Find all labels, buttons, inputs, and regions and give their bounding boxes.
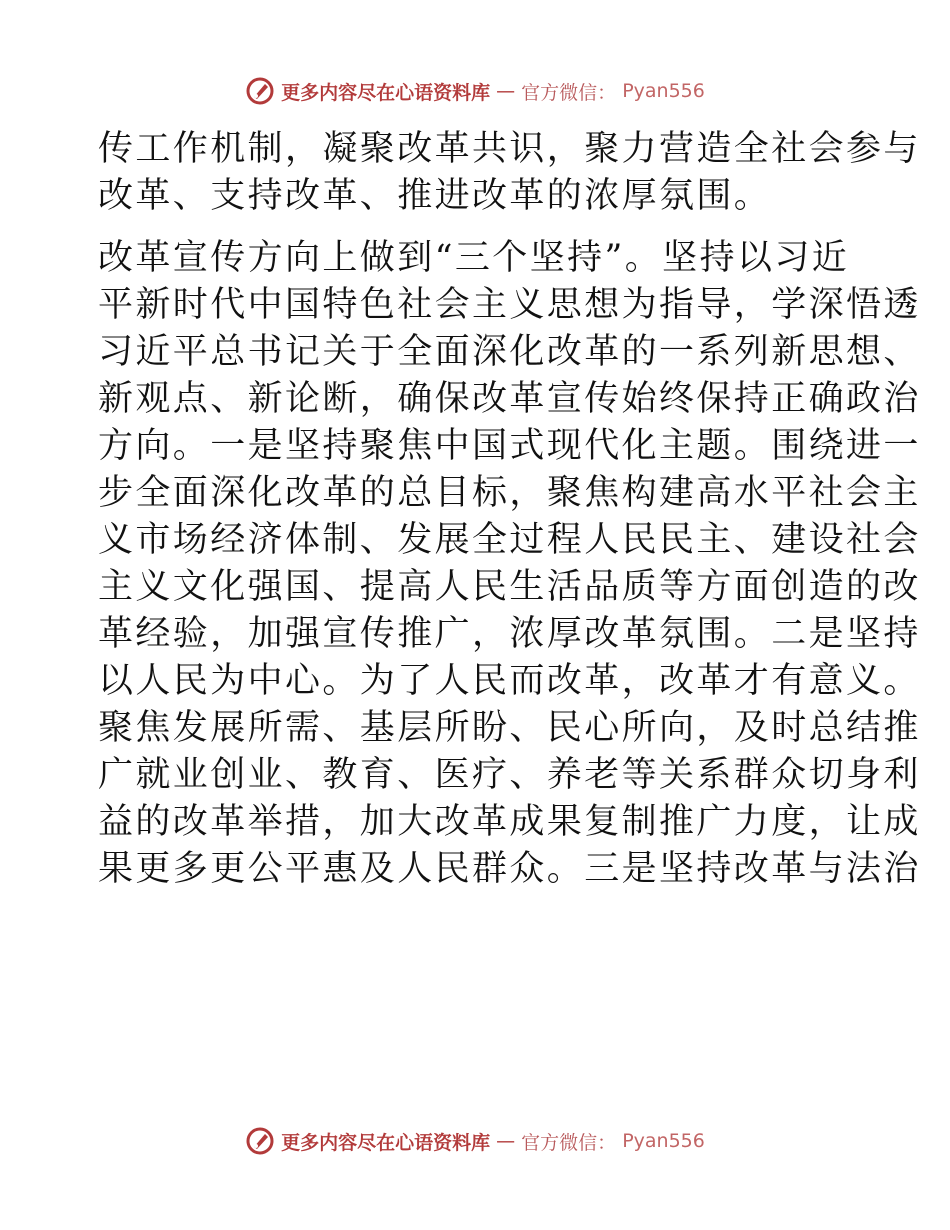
text-line: 步全面深化改革的总目标，聚焦构建高水平社会主 bbox=[98, 473, 921, 513]
text-line: 聚焦发展所需、基层所盼、民心所向，及时总结推 bbox=[98, 708, 921, 748]
text-line: 方向。一是坚持聚焦中国式现代化主题。围绕进一 bbox=[98, 426, 921, 466]
watermark-wechat-label: 官方微信： bbox=[521, 81, 617, 104]
watermark-title: 更多内容尽在心语资料库 bbox=[281, 1131, 491, 1154]
watermark-title: 更多内容尽在心语资料库 bbox=[281, 81, 491, 104]
text-line: 新观点、新论断，确保改革宣传始终保持正确政治 bbox=[98, 379, 921, 419]
text-line: 习近平总书记关于全面深化改革的一系列新思想、 bbox=[98, 332, 921, 372]
pen-nib-logo-icon bbox=[245, 76, 275, 106]
text-line: 广就业创业、教育、医疗、养老等关系群众切身利 bbox=[98, 755, 921, 795]
text-line: 主义文化强国、提高人民生活品质等方面创造的改 bbox=[98, 567, 921, 607]
text-line: 义市场经济体制、发展全过程人民民主、建设社会 bbox=[98, 520, 921, 560]
watermark-wechat-label: 官方微信： bbox=[521, 1131, 617, 1154]
document-body bbox=[98, 126, 921, 893]
text-line: 以人民为中心。为了人民而改革，改革才有意义。 bbox=[98, 661, 921, 701]
watermark-separator: — bbox=[496, 1130, 516, 1152]
text-line: 平新时代中国特色社会主义思想为指导，学深悟透 bbox=[98, 285, 921, 325]
paragraph-2 bbox=[98, 235, 921, 892]
text-line: 革经验，加强宣传推广，浓厚改革氛围。二是坚持 bbox=[98, 614, 921, 654]
text-line: 果更多更公平惠及人民群众。三是坚持改革与法治 bbox=[98, 849, 921, 889]
watermark-separator: — bbox=[496, 80, 516, 102]
text-line: 改革、支持改革、推进改革的浓厚氛围。 bbox=[98, 176, 772, 216]
text-line: 传工作机制，凝聚改革共识，聚力营造全社会参与 bbox=[98, 129, 921, 169]
text-line: 改革宣传方向上做到“三个坚持”。坚持以习近 bbox=[98, 238, 850, 278]
pen-nib-logo-icon bbox=[245, 1126, 275, 1156]
text-line: 益的改革举措，加大改革成果复制推广力度，让成 bbox=[98, 802, 921, 842]
watermark-wechat-id: Pyan556 bbox=[622, 80, 705, 102]
header-watermark bbox=[0, 76, 950, 106]
footer-watermark bbox=[0, 1126, 950, 1156]
watermark-wechat-id: Pyan556 bbox=[622, 1130, 705, 1152]
paragraph-1 bbox=[98, 126, 921, 219]
